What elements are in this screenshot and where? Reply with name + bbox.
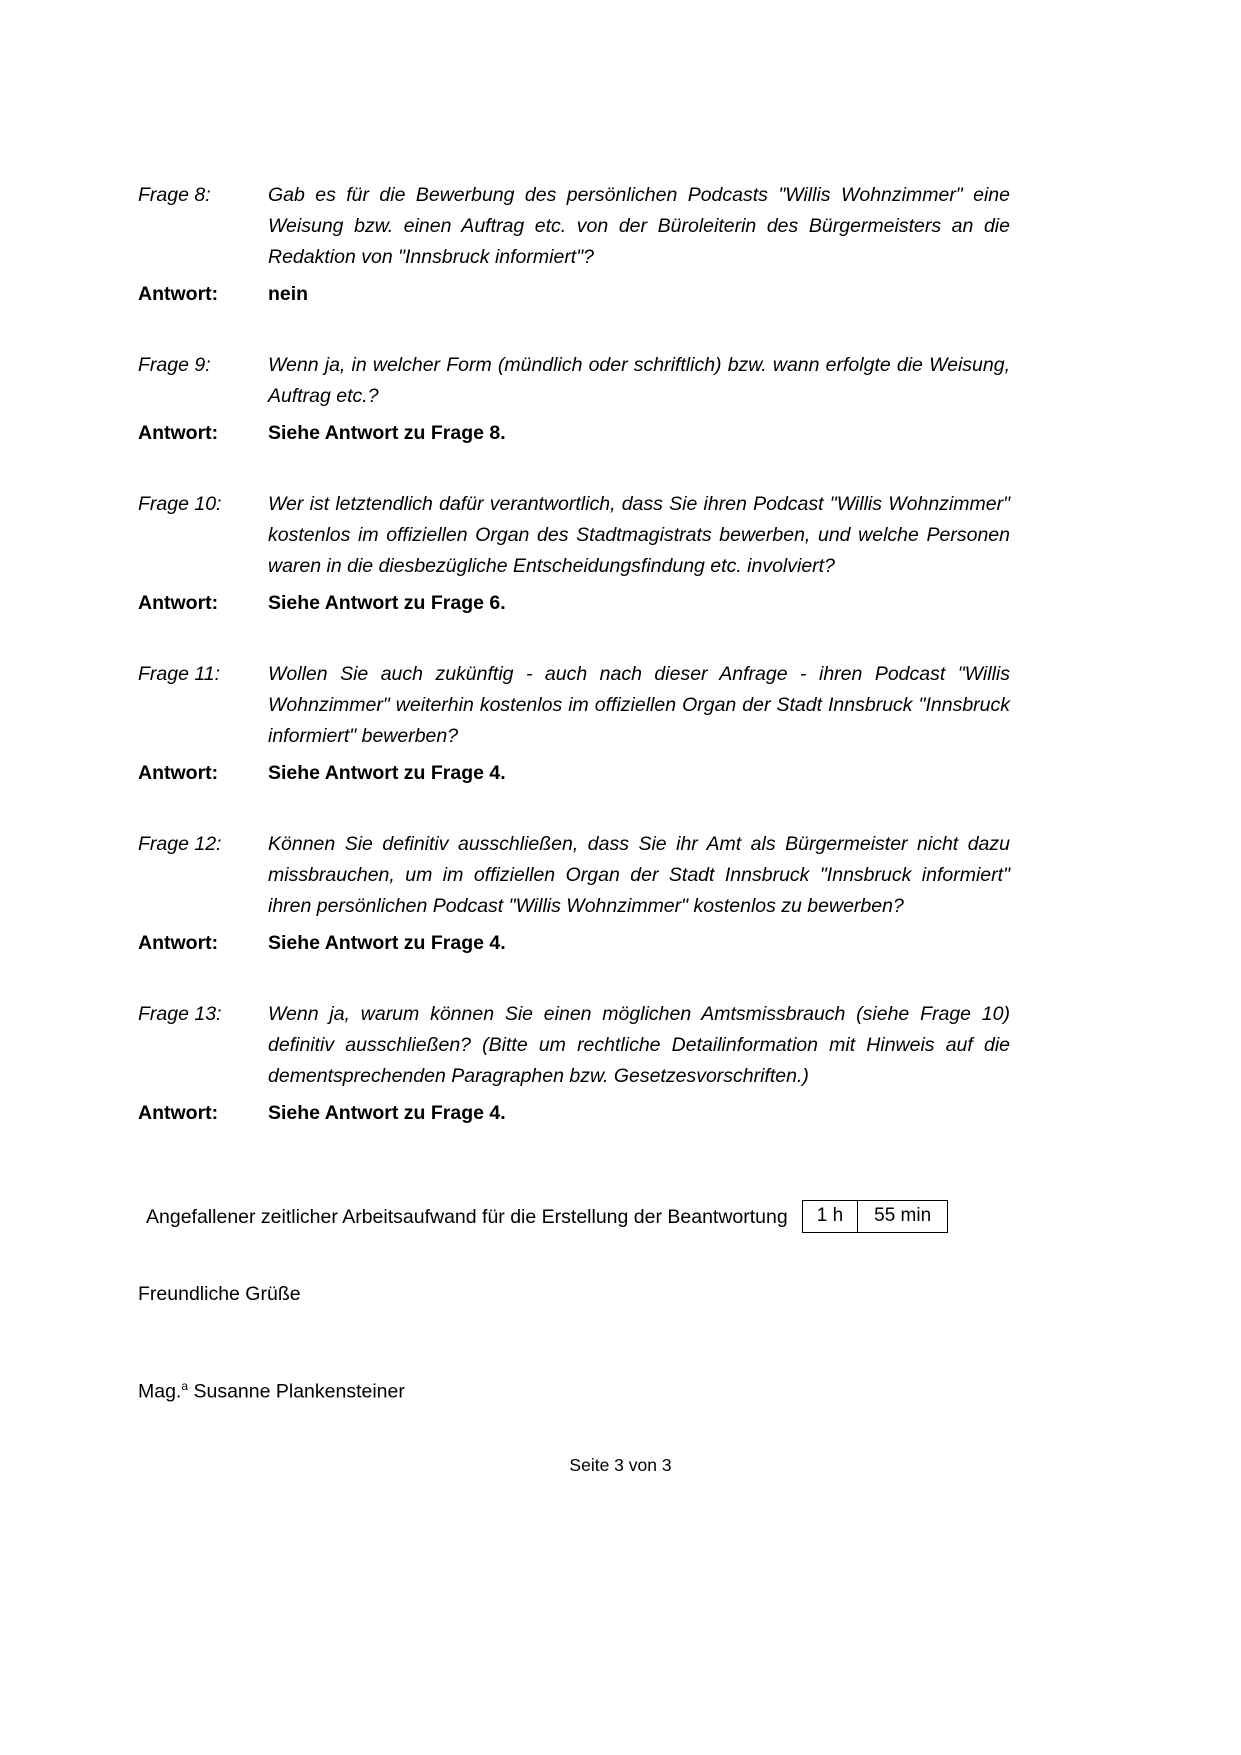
question-text: Wer ist letztendlich dafür verantwortlich, dass Sie ihren Podcast "Willis Wohnzimmer" kostenlos im offiziellen Organ des Stadtmagistrats bewerben, und welche Personen waren in die diesbezügliche Entscheidungsfindung etc. involviert? — [268, 493, 1010, 577]
question-text: Wenn ja, in welcher Form (mündlich oder schriftlich) bzw. wann erfolgte die Weisung, Auftrag etc.? — [268, 354, 1010, 407]
question-row — [138, 829, 1010, 922]
effort-minutes-box: 55 min — [858, 1200, 948, 1233]
question-label: Frage 10: — [138, 493, 222, 515]
signature-line — [138, 1372, 405, 1406]
answer-text: nein — [268, 283, 309, 305]
question-row — [138, 350, 1010, 412]
answer-text: Siehe Antwort zu Frage 4. — [268, 932, 506, 954]
answer-label: Antwort: — [138, 1102, 219, 1124]
question-text: Wollen Sie auch zukünftig - auch nach dieser Anfrage - ihren Podcast "Willis Wohnzimmer" weiterhin kostenlos im offiziellen Organ der Stadt Innsbruck "Innsbruck informiert" bewerben? — [268, 663, 1010, 747]
qa-block — [138, 489, 1010, 619]
effort-value-boxes — [802, 1200, 948, 1233]
signature-superscript: a — [181, 1379, 189, 1393]
answer-label: Antwort: — [138, 932, 219, 954]
question-label: Frage 9: — [138, 354, 211, 376]
effort-hours-box: 1 h — [802, 1200, 858, 1233]
answer-label: Antwort: — [138, 283, 219, 305]
effort-line — [146, 1200, 1026, 1233]
effort-label: Angefallener zeitlicher Arbeitsaufwand für die Erstellung der Beantwortung — [146, 1205, 788, 1228]
answer-text: Siehe Antwort zu Frage 4. — [268, 1102, 506, 1124]
qa-block — [138, 999, 1010, 1129]
question-row — [138, 659, 1010, 752]
question-text: Wenn ja, warum können Sie einen möglichen Amtsmissbrauch (siehe Frage 10) definitiv ausschließen? (Bitte um rechtliche Detailinformation mit Hinweis auf die dementsprechenden Paragraphen bzw. Gesetzesvorschriften.) — [268, 1003, 1010, 1087]
answer-row — [138, 1098, 1010, 1129]
answer-label: Antwort: — [138, 422, 219, 444]
question-label: Frage 8: — [138, 184, 211, 206]
question-text: Gab es für die Bewerbung des persönlichen Podcasts "Willis Wohnzimmer" eine Weisung bzw. einen Auftrag etc. von der Büroleiterin des Bürgermeisters an die Redaktion von "Innsbruck informiert"? — [268, 184, 1010, 268]
question-label: Frage 13: — [138, 1003, 222, 1025]
answer-text: Siehe Antwort zu Frage 6. — [268, 592, 506, 614]
qa-block — [138, 659, 1010, 789]
answer-row — [138, 588, 1010, 619]
answer-row — [138, 928, 1010, 959]
answer-row — [138, 758, 1010, 789]
page-footer: Seite 3 von 3 — [569, 1455, 672, 1475]
closing-text: Freundliche Grüße — [138, 1283, 301, 1305]
signature-title: Mag. — [138, 1380, 182, 1403]
signature-name: Susanne Plankensteiner — [188, 1380, 405, 1403]
question-row — [138, 999, 1010, 1092]
answer-text: Siehe Antwort zu Frage 8. — [268, 422, 506, 444]
qa-block — [138, 829, 1010, 959]
question-text: Können Sie definitiv ausschließen, dass Sie ihr Amt als Bürgermeister nicht dazu missbrauchen, um im offiziellen Organ der Stadt Innsbruck "Innsbruck informiert" ihren persönlichen Podcast "Willis Wohnzimmer" kostenlos zu bewerben? — [268, 833, 1010, 917]
question-label: Frage 12: — [138, 833, 222, 855]
answer-label: Antwort: — [138, 762, 219, 784]
qa-block — [138, 350, 1010, 449]
answer-label: Antwort: — [138, 592, 219, 614]
qa-block — [138, 180, 1010, 310]
answer-row — [138, 418, 1010, 449]
question-label: Frage 11: — [138, 663, 221, 685]
question-row — [138, 180, 1010, 273]
qa-list — [138, 180, 1010, 1169]
answer-row — [138, 279, 1010, 310]
answer-text: Siehe Antwort zu Frage 4. — [268, 762, 506, 784]
question-row — [138, 489, 1010, 582]
